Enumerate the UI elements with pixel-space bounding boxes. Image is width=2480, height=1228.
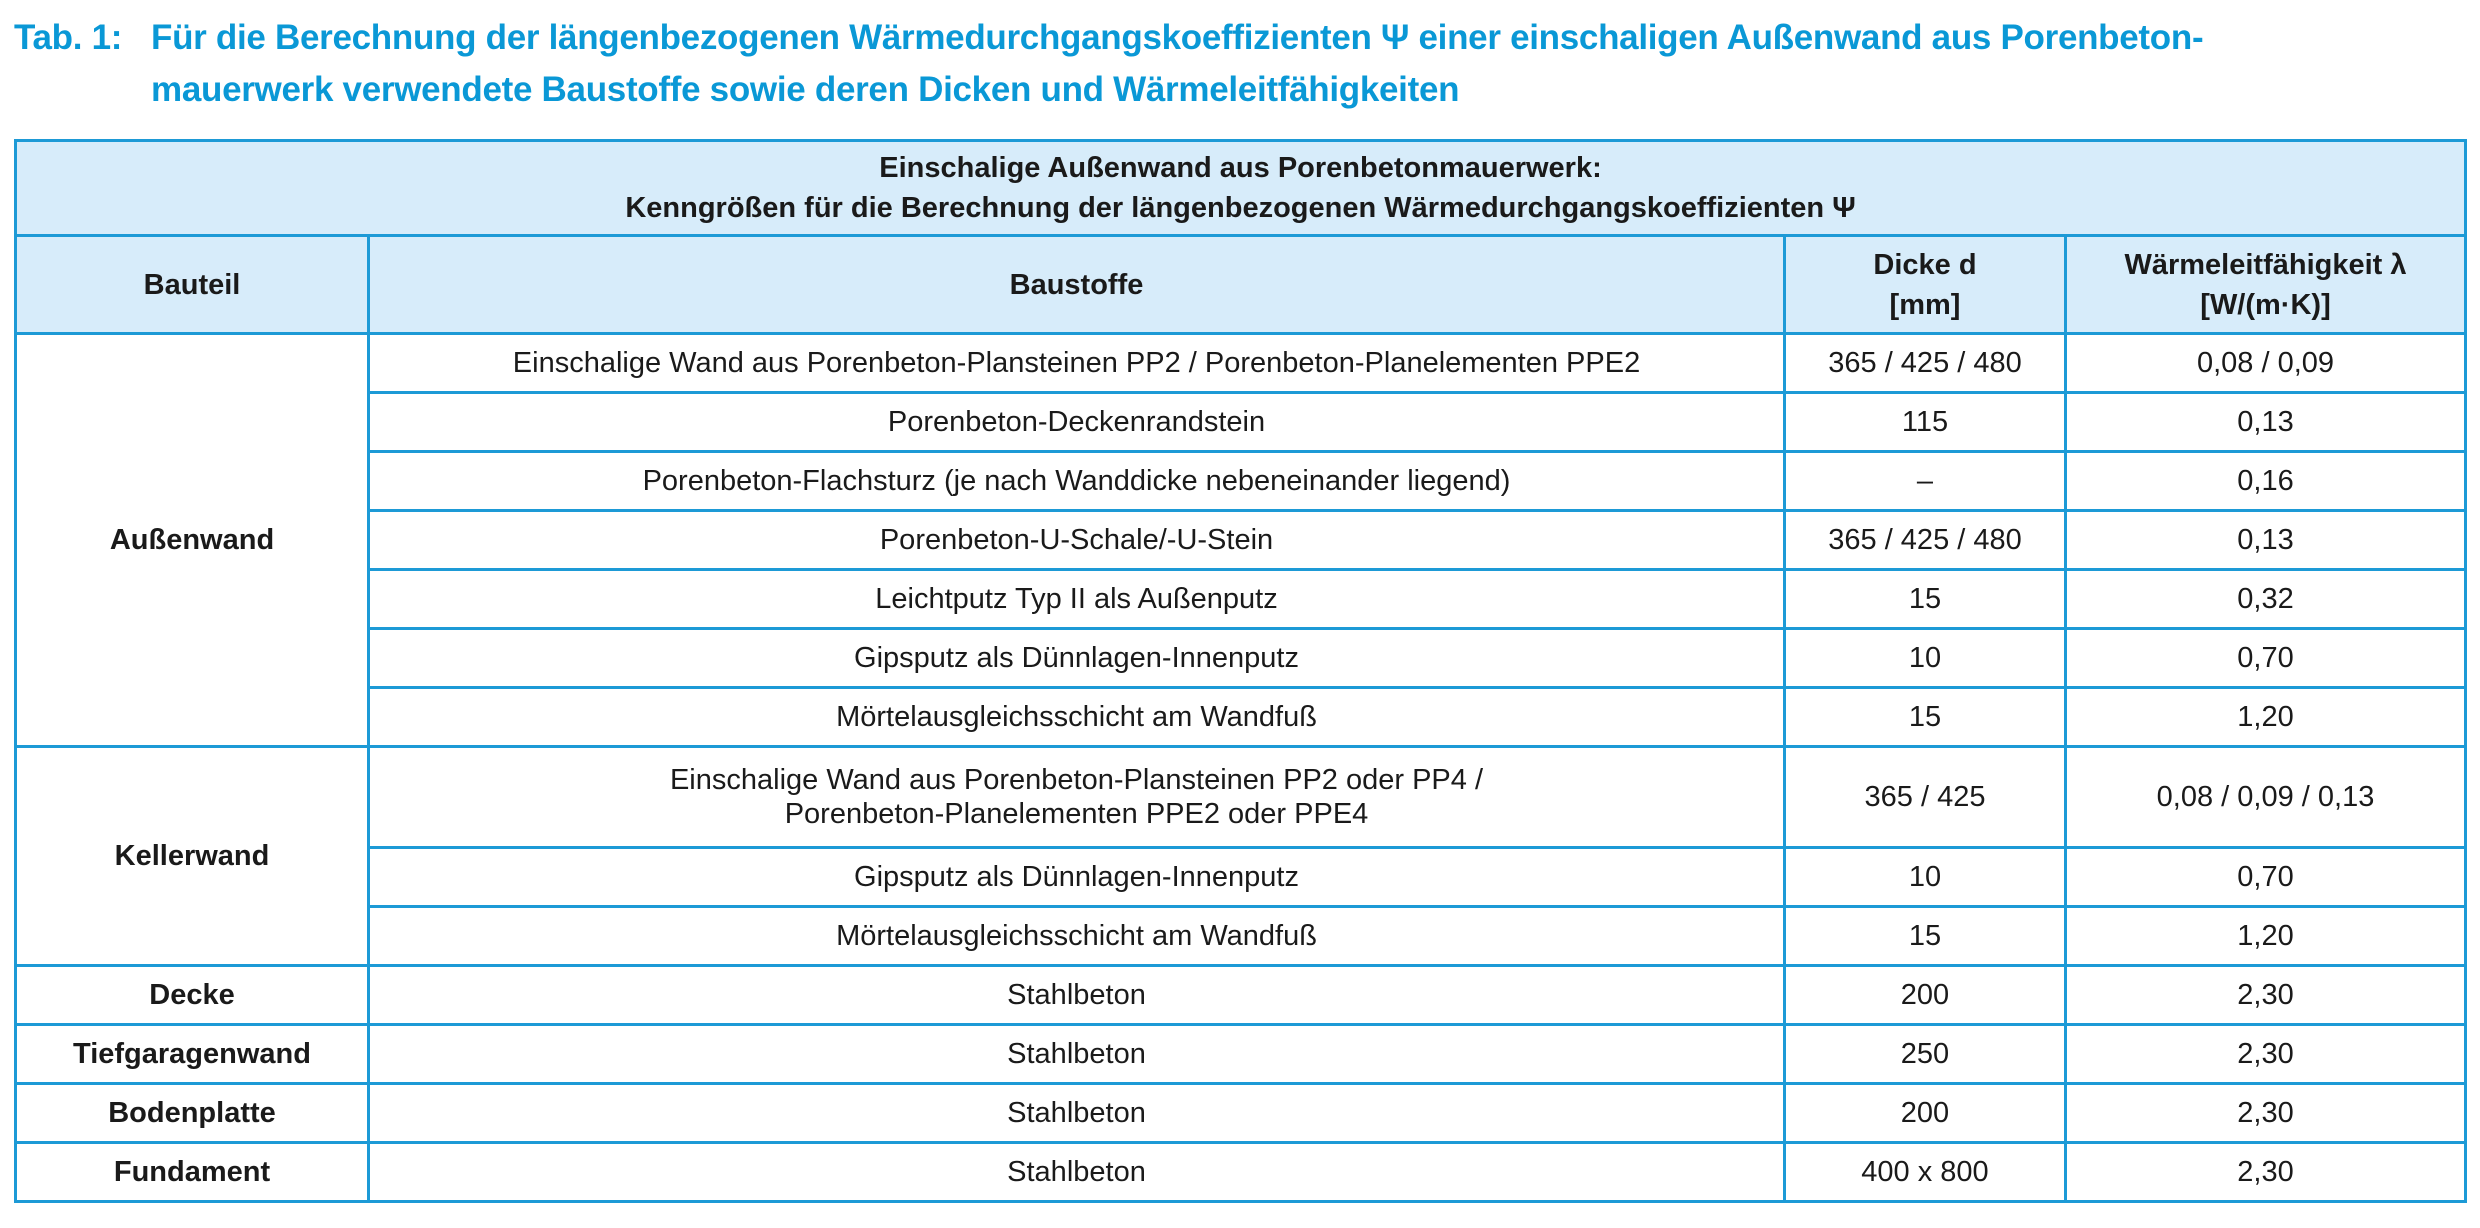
- dicke-cell: 400 x 800: [1785, 1143, 2066, 1202]
- table-row: [16, 334, 2466, 393]
- baustoff-cell: Leichtputz Typ II als Außenputz: [369, 570, 1785, 629]
- material-table: [14, 139, 2467, 1203]
- lambda-cell: 1,20: [2066, 907, 2466, 966]
- table-title-line-2: Kenngrößen für die Berechnung der längenbezogenen Wärmedurchgangskoeffizienten Ψ: [625, 192, 1856, 224]
- dicke-cell: 365 / 425 / 480: [1785, 511, 2066, 570]
- baustoff-cell: Mörtelausgleichsschicht am Wandfuß: [369, 907, 1785, 966]
- baustoff-cell: Stahlbeton: [369, 1143, 1785, 1202]
- dicke-label: Dicke d: [1873, 248, 1977, 281]
- baustoff-cell: [369, 747, 1785, 848]
- lambda-label: Wärmeleitfähigkeit λ: [2124, 248, 2407, 281]
- lambda-cell: 1,20: [2066, 688, 2466, 747]
- table-row: [16, 511, 2466, 570]
- bauteil-cell: Decke: [16, 966, 369, 1025]
- table-title-line-1: Einschalige Außenwand aus Porenbetonmauerwerk:: [879, 152, 1602, 184]
- bauteil-cell: Bodenplatte: [16, 1084, 369, 1143]
- table-row: [16, 1143, 2466, 1202]
- table-row: [16, 966, 2466, 1025]
- column-header-lambda: [2066, 236, 2466, 334]
- lambda-cell: 2,30: [2066, 966, 2466, 1025]
- baustoff-cell: Porenbeton-U-Schale/-U-Stein: [369, 511, 1785, 570]
- lambda-cell: 0,13: [2066, 511, 2466, 570]
- dicke-cell: 10: [1785, 848, 2066, 907]
- lambda-cell: 0,70: [2066, 848, 2466, 907]
- bauteil-cell: Außenwand: [16, 334, 369, 747]
- table-row: [16, 907, 2466, 966]
- bauteil-cell: Fundament: [16, 1143, 369, 1202]
- dicke-cell: –: [1785, 452, 2066, 511]
- dicke-cell: 15: [1785, 688, 2066, 747]
- lambda-cell: 2,30: [2066, 1025, 2466, 1084]
- table-row: [16, 629, 2466, 688]
- baustoff-cell: Porenbeton-Flachsturz (je nach Wanddicke nebeneinander liegend): [369, 452, 1785, 511]
- table-title: [16, 141, 2466, 236]
- dicke-cell: 10: [1785, 629, 2066, 688]
- baustoff-line-1: Einschalige Wand aus Porenbeton-Plansteinen PP2 oder PP4 /: [669, 764, 1484, 796]
- caption-line-1: Für die Berechnung der längenbezogenen Wärmedurchgangskoeffizienten Ψ einer einschaligen Außenwand aus Porenbeton-: [151, 18, 2204, 57]
- lambda-cell: 0,08 / 0,09: [2066, 334, 2466, 393]
- baustoff-cell: Porenbeton-Deckenrandstein: [369, 393, 1785, 452]
- table-row: [16, 570, 2466, 629]
- lambda-unit: [W/(m·K)]: [2200, 288, 2331, 321]
- dicke-cell: 365 / 425 / 480: [1785, 334, 2066, 393]
- baustoff-cell: Mörtelausgleichsschicht am Wandfuß: [369, 688, 1785, 747]
- table-row: [16, 452, 2466, 511]
- baustoff-line-2: Porenbeton-Planelementen PPE2 oder PPE4: [784, 798, 1369, 830]
- table-row: [16, 393, 2466, 452]
- table-row: [16, 1084, 2466, 1143]
- dicke-cell: 200: [1785, 1084, 2066, 1143]
- dicke-cell: 15: [1785, 907, 2066, 966]
- baustoff-cell: Gipsputz als Dünnlagen-Innenputz: [369, 848, 1785, 907]
- dicke-cell: 115: [1785, 393, 2066, 452]
- dicke-cell: 250: [1785, 1025, 2066, 1084]
- table-row: [16, 1025, 2466, 1084]
- bauteil-cell: Tiefgaragenwand: [16, 1025, 369, 1084]
- table-row: [16, 747, 2466, 848]
- lambda-cell: 0,08 / 0,09 / 0,13: [2066, 747, 2466, 848]
- table-body: [16, 334, 2466, 1202]
- baustoff-cell: Stahlbeton: [369, 1084, 1785, 1143]
- bauteil-cell: Kellerwand: [16, 747, 369, 966]
- table-caption: [14, 12, 2203, 116]
- column-header-dicke: [1785, 236, 2066, 334]
- lambda-cell: 2,30: [2066, 1143, 2466, 1202]
- lambda-cell: 0,16: [2066, 452, 2466, 511]
- caption-number: Tab. 1:: [14, 18, 123, 57]
- baustoff-cell: Einschalige Wand aus Porenbeton-Plansteinen PP2 / Porenbeton-Planelementen PPE2: [369, 334, 1785, 393]
- dicke-cell: 200: [1785, 966, 2066, 1025]
- baustoff-cell: Gipsputz als Dünnlagen-Innenputz: [369, 629, 1785, 688]
- dicke-cell: 365 / 425: [1785, 747, 2066, 848]
- lambda-cell: 0,70: [2066, 629, 2466, 688]
- lambda-cell: 0,13: [2066, 393, 2466, 452]
- table-row: [16, 688, 2466, 747]
- table-row: [16, 848, 2466, 907]
- dicke-cell: 15: [1785, 570, 2066, 629]
- column-header-baustoffe: Baustoffe: [369, 236, 1785, 334]
- caption-line-2: mauerwerk verwendete Baustoffe sowie deren Dicken und Wärmeleitfähigkeiten: [151, 70, 1460, 109]
- column-header-bauteil: Bauteil: [16, 236, 369, 334]
- baustoff-cell: Stahlbeton: [369, 966, 1785, 1025]
- dicke-unit: [mm]: [1889, 288, 1961, 321]
- lambda-cell: 2,30: [2066, 1084, 2466, 1143]
- lambda-cell: 0,32: [2066, 570, 2466, 629]
- baustoff-cell: Stahlbeton: [369, 1025, 1785, 1084]
